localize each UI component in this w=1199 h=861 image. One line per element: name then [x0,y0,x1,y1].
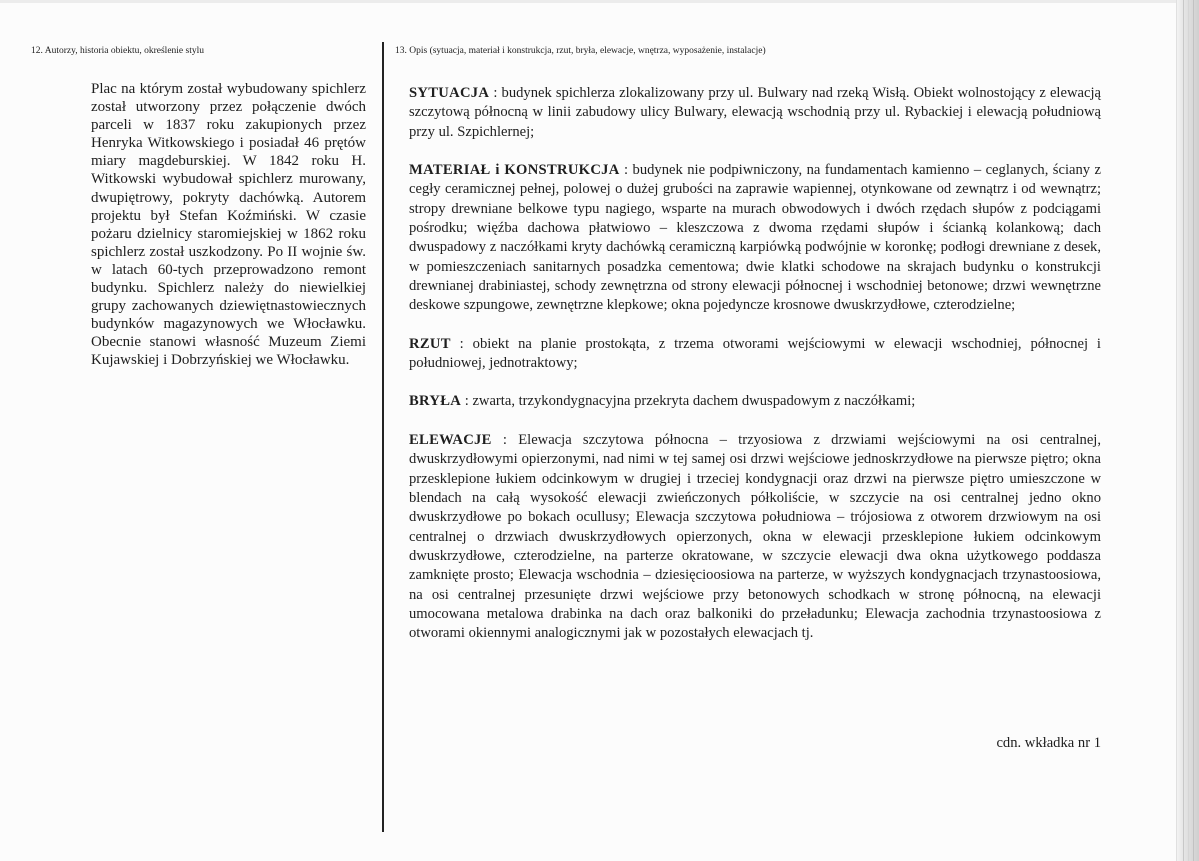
section-label: RZUT [409,335,451,352]
section-rzut: RZUT : obiekt na planie prostokąta, z trzema otworami wejściowymi w elewacji wschodniej, północnej i południowej, jednotraktowy; [409,335,1101,372]
section-text: budynek spichlerza zlokalizowany przy ul. Bulwary nad rzeką Wisłą. Obiekt wolnostojący z elewacją szczytową północną w linii zabudowy ulicy Bulwary, elewacją wschodnią przy ul. Rybackiej i elewacją południową przy ul. Szpichlernej; [409,85,1101,140]
section-text: Elewacja szczytowa północna – trzyosiowa z drzwiami wejściowymi na osi centralnej, dwuskrzydłowymi opierzonymi, nad nimi w tej samej osi drzwi wejściowe jednoskrzydłowe na pierwsze piętro; okna przesklepione łukiem odcinkowym w drugiej i trzeciej kondygnacji oraz drzwi na pierwsze piętro umieszczone w blendach na całą wysokość elewacji zwieńczonych półkoliście, w szczycie na osi centralnej jedno okno dwuskrzydłowe po bokach ocullusy; Elewacja szczytowa południowa – trójosiowa z otworem drzwiowym na osi centralnej o drzwiach dwuskrzydłowych opierzonych, okna w elewacji przesklepione łukiem odcinkowym dwuskrzydłowe, czterodzielne, na parterze okratowane, w szczycie elewacji dwa okna użytkowego poddasza zamknięte prosto; Elewacja wschodnia – dziesięcioosiowa na parterze, w wyższych kondygnacjach trzynastoosiowa, na osi centralnej przesunięte drzwi wejściowe przy betonowych schodkach w stronę północną, na elewacji umocowana metalowa drabinka na dach oraz balkoniki do przeładunku; Elewacja zachodnia trzynastoosiowa z otworami okiennymi analogicznymi jak w pozostałych elewacjach tj. [409,431,1101,642]
right-column-header: 13. Opis (sytuacja, materiał i konstrukcja, rzut, bryła, elewacje, wnętrza, wyposażenie, instalacje) [395,46,766,56]
continuation-note: cdn. wkładka nr 1 [996,735,1101,751]
section-elewacje: ELEWACJE : Elewacja szczytowa północna – trzyosiowa z drzwiami wejściowymi na osi centralnej, dwuskrzydłowymi opierzonymi, nad nimi w tej samej osi drzwi wejściowe jednoskrzydłowe na pierwsze piętro; okna przesklepione łukiem odcinkowym w drugiej i trzeciej kondygnacji oraz drzwi na pierwsze piętro umieszczone w blendach na całą wysokość elewacji zwieńczonych półkoliście, w szczycie na osi centralnej jedno okno dwuskrzydłowe po bokach ocullusy; Elewacja szczytowa południowa – trójosiowa z otworem drzwiowym na osi centralnej o drzwiach dwuskrzydłowych opierzonych, okna w elewacji przesklepione łukiem odcinkowym dwuskrzydłowe, czterodzielne, na parterze okratowane, w szczycie elewacji dwa okna użytkowego poddasza zamknięte prosto; Elewacja wschodnia – dziesięcioosiowa na parterze, w wyższych kondygnacjach trzynastoosiowa, na osi centralnej przesunięte drzwi wejściowe przy betonowych schodkach w stronę północną, na elewacji umocowana metalowa drabinka na dach oraz balkoniki do przeładunku; Elewacja zachodnia trzynastoosiowa z otworami okiennymi analogicznymi jak w pozostałych elewacjach tj. [409,431,1101,642]
section-label: SYTUACJA [409,85,490,101]
column-divider [382,42,384,832]
section-label: BRYŁA [409,393,462,410]
section-bryla: BRYŁA : zwarta, trzykondygnacyjna przekryta dachem dwuspadowym z naczółkami; [409,393,916,410]
description-column [409,84,1101,663]
section-sytuacja: SYTUACJA : budynek spichlerza zlokalizowany przy ul. Bulwary nad rzeką Wisłą. Obiekt wolnostojący z elewacją szczytową północną w linii zabudowy ulicy Bulwary, elewacją wschodnią przy ul. Rybackiej i elewacją południową przy ul. Szpichlernej; [409,85,1101,140]
scan-right-edge [1176,0,1199,861]
section-label: ELEWACJE [409,431,492,448]
history-text: Plac na którym został wybudowany spichlerz został utworzony przez połączenie dwóch parceli w 1837 roku zakupionych przez Henryka Witkowskiego i posiadał 46 prętów miary magdeburskiej. W 1842 roku H. Witkowski wybudował spichlerz murowany, dwupiętrowy, pokryty dachówką. Autorem projektu był Stefan Koźmiński. W czasie pożaru dzielnicy staromiejskiej w 1862 roku spichlerz został uszkodzony. Po II wojnie św. w latach 60-tych przeprowadzono remont budynku. Spichlerz należy do niewielkiej grupy zachowanych dziewiętnastowiecznych budynków magazynowych we Włocławku. Obecnie stanowi własność Muzeum Ziemi Kujawskiej i Dobrzyńskiej we Włocławku. [91,81,366,369]
section-text: zwarta, trzykondygnacyjna przekryta dachem dwuspadowym z naczółkami; [472,393,916,410]
section-material-konstrukcja: MATERIAŁ i KONSTRUKCJA : budynek nie podpiwniczony, na fundamentach kamienno – ceglanych, ściany z cegły ceramicznej pełnej, polowej o dużej grubości na zaprawie wapiennej, otynkowane od zewnątrz i od wewnątrz; stropy drewniane belkowe typu nagiego, wsparte na murach obwodowych i dwóch rzędach słupów z podciągami pośrodku; więźba dachowa płatwiowo – kleszczowa z dwoma rzędami słupów i ścianką kolankową; dach dwuspadowy z naczółkami kryty dachówką ceramiczną karpiówką podwójnie w koronkę; podłogi drewniane z desek, w pomieszczeniach sanitarnych posadzka cementowa; dwie klatki schodowe na skrajach budynku o konstrukcji drewnianej drabiniastej, schody zewnętrzna od strony elewacji północnej i wschodniej betonowe; drzwi wewnętrzne deskowe szpungowe, zewnętrzne klepkowe; okna pojedyncze krosnowe dwuskrzydłowe, czterodzielne; [409,162,1101,314]
section-label: MATERIAŁ i KONSTRUKCJA [409,162,620,179]
left-column-header: 12. Autorzy, historia obiektu, określenie stylu [31,46,204,56]
section-text: budynek nie podpiwniczony, na fundamentach kamienno – ceglanych, ściany z cegły ceramicznej pełnej, polowej o dużej grubości na zaprawie wapiennej, otynkowane od zewnątrz i od wewnątrz; stropy drewniane belkowe typu nagiego, wsparte na murach obwodowych i dwóch rzędach słupów z podciągami pośrodku; więźba dachowa płatwiowo – kleszczowa z dwoma rzędami słupów i ścianką kolankową; dach dwuspadowy z naczółkami kryty dachówką ceramiczną karpiówką podwójnie w koronkę; podłogi drewniane z desek, w pomieszczeniach sanitarnych posadzka cementowa; dwie klatki schodowe na skrajach budynku o konstrukcji drewnianej drabiniastej, schody zewnętrzna od strony elewacji północnej i wschodniej betonowe; drzwi wewnętrzne deskowe szpungowe, zewnętrzne klepkowe; okna pojedyncze krosnowe dwuskrzydłowe, czterodzielne; [409,162,1101,314]
scan-top-edge [0,0,1199,3]
section-text: obiekt na planie prostokąta, z trzema otworami wejściowymi w elewacji wschodniej, północnej i południowej, jednotraktowy; [409,335,1101,372]
